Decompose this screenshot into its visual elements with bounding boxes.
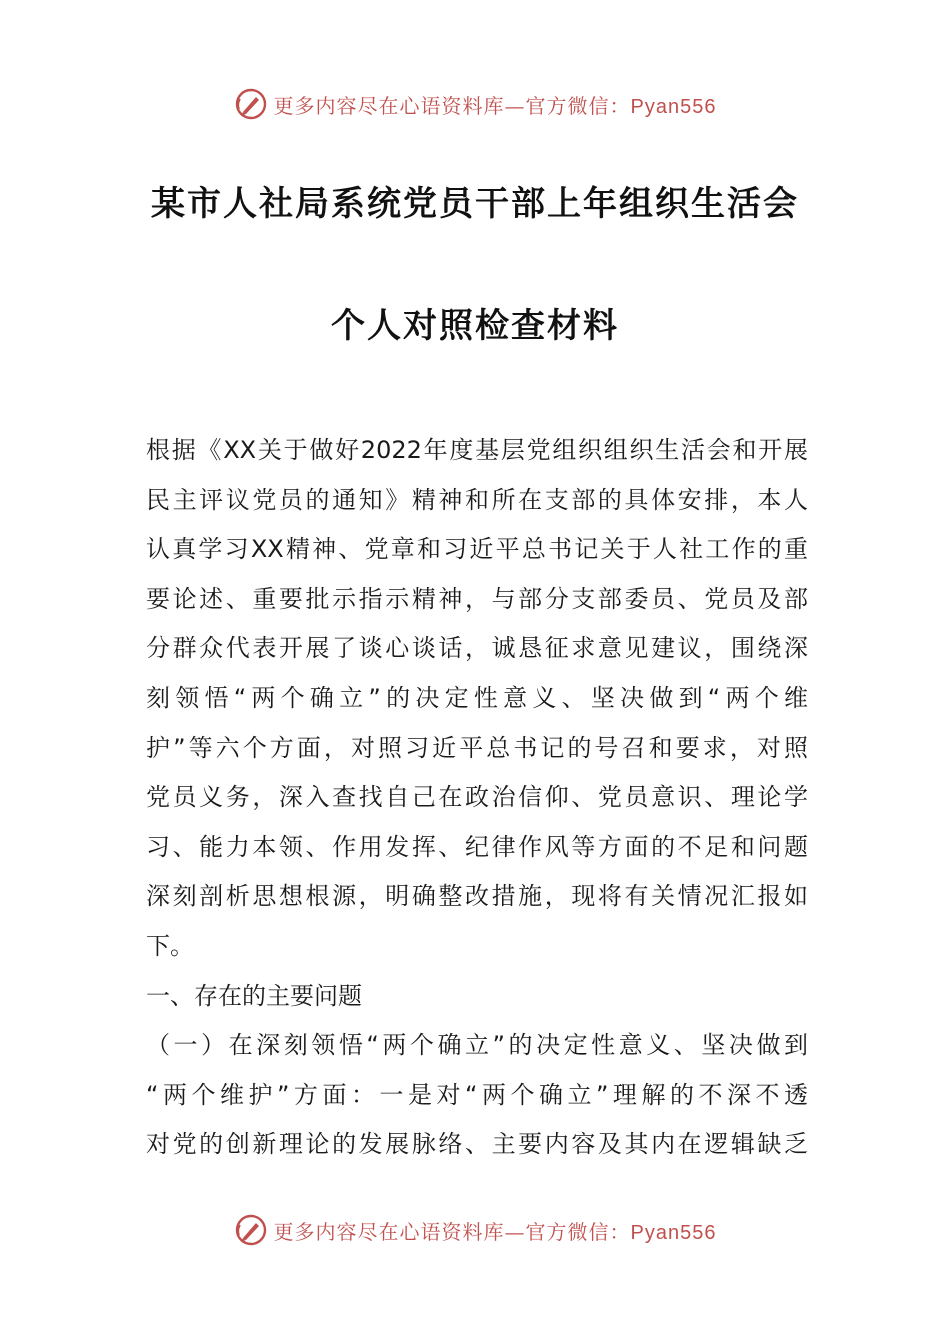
body-text	[146, 426, 808, 1170]
watermark-text	[274, 90, 717, 119]
body-line: 分群众代表开展了谈心谈话，诚恳征求意见建议，围绕深	[146, 634, 808, 663]
body-line: 要论述、重要批示指示精神，与部分支部委员、党员及部	[146, 584, 808, 613]
body-line: 护”等六个方面，对照习近平总书记的号召和要求，对照	[146, 733, 808, 762]
document-title-line-2: 个人对照检查材料	[331, 306, 619, 346]
watermark-wechat-label: 官方微信：	[525, 1219, 631, 1244]
pen-logo-icon	[234, 87, 268, 121]
body-line: “两个维护”方面：一是对“两个确立”理解的不深不透	[146, 1080, 808, 1109]
watermark-text	[274, 1216, 717, 1245]
body-line: 对党的创新理论的发展脉络、主要内容及其内在逻辑缺乏	[146, 1130, 808, 1159]
watermark-wechat-id: Pyan556	[630, 95, 717, 118]
watermark-dash: —	[504, 93, 526, 118]
body-line: 习、能力本领、作用发挥、纪律作风等方面的不足和问题	[146, 832, 808, 861]
section-heading: 一、存在的主要问题	[146, 981, 362, 1010]
body-line: 认真学习XX精神、党章和习近平总书记关于人社工作的重	[146, 535, 808, 564]
body-line: 深刻剖析思想根源，明确整改措施，现将有关情况汇报如	[146, 882, 808, 911]
pen-logo-icon	[234, 1213, 268, 1247]
body-line: 下。	[146, 931, 194, 960]
watermark-header	[0, 84, 950, 124]
body-line: 刻领悟“两个确立”的决定性意义、坚决做到“两个维	[146, 683, 808, 712]
body-line: （一）在深刻领悟“两个确立”的决定性意义、坚决做到	[146, 1031, 808, 1060]
body-line: 民主评议党员的通知》精神和所在支部的具体安排，本人	[146, 485, 808, 514]
watermark-dash: —	[504, 1219, 526, 1244]
watermark-site: 更多内容尽在心语资料库	[273, 93, 505, 118]
watermark-wechat-id: Pyan556	[630, 1221, 717, 1244]
watermark-footer	[0, 1210, 950, 1250]
watermark-wechat-label: 官方微信：	[525, 93, 631, 118]
body-line: 根据《XX关于做好2022年度基层党组织组织生活会和开展	[146, 436, 808, 464]
watermark-site: 更多内容尽在心语资料库	[273, 1219, 505, 1244]
document-title-line-1: 某市人社局系统党员干部上年组织生活会	[151, 184, 799, 224]
body-line: 党员义务，深入查找自己在政治信仰、党员意识、理论学	[146, 783, 808, 812]
